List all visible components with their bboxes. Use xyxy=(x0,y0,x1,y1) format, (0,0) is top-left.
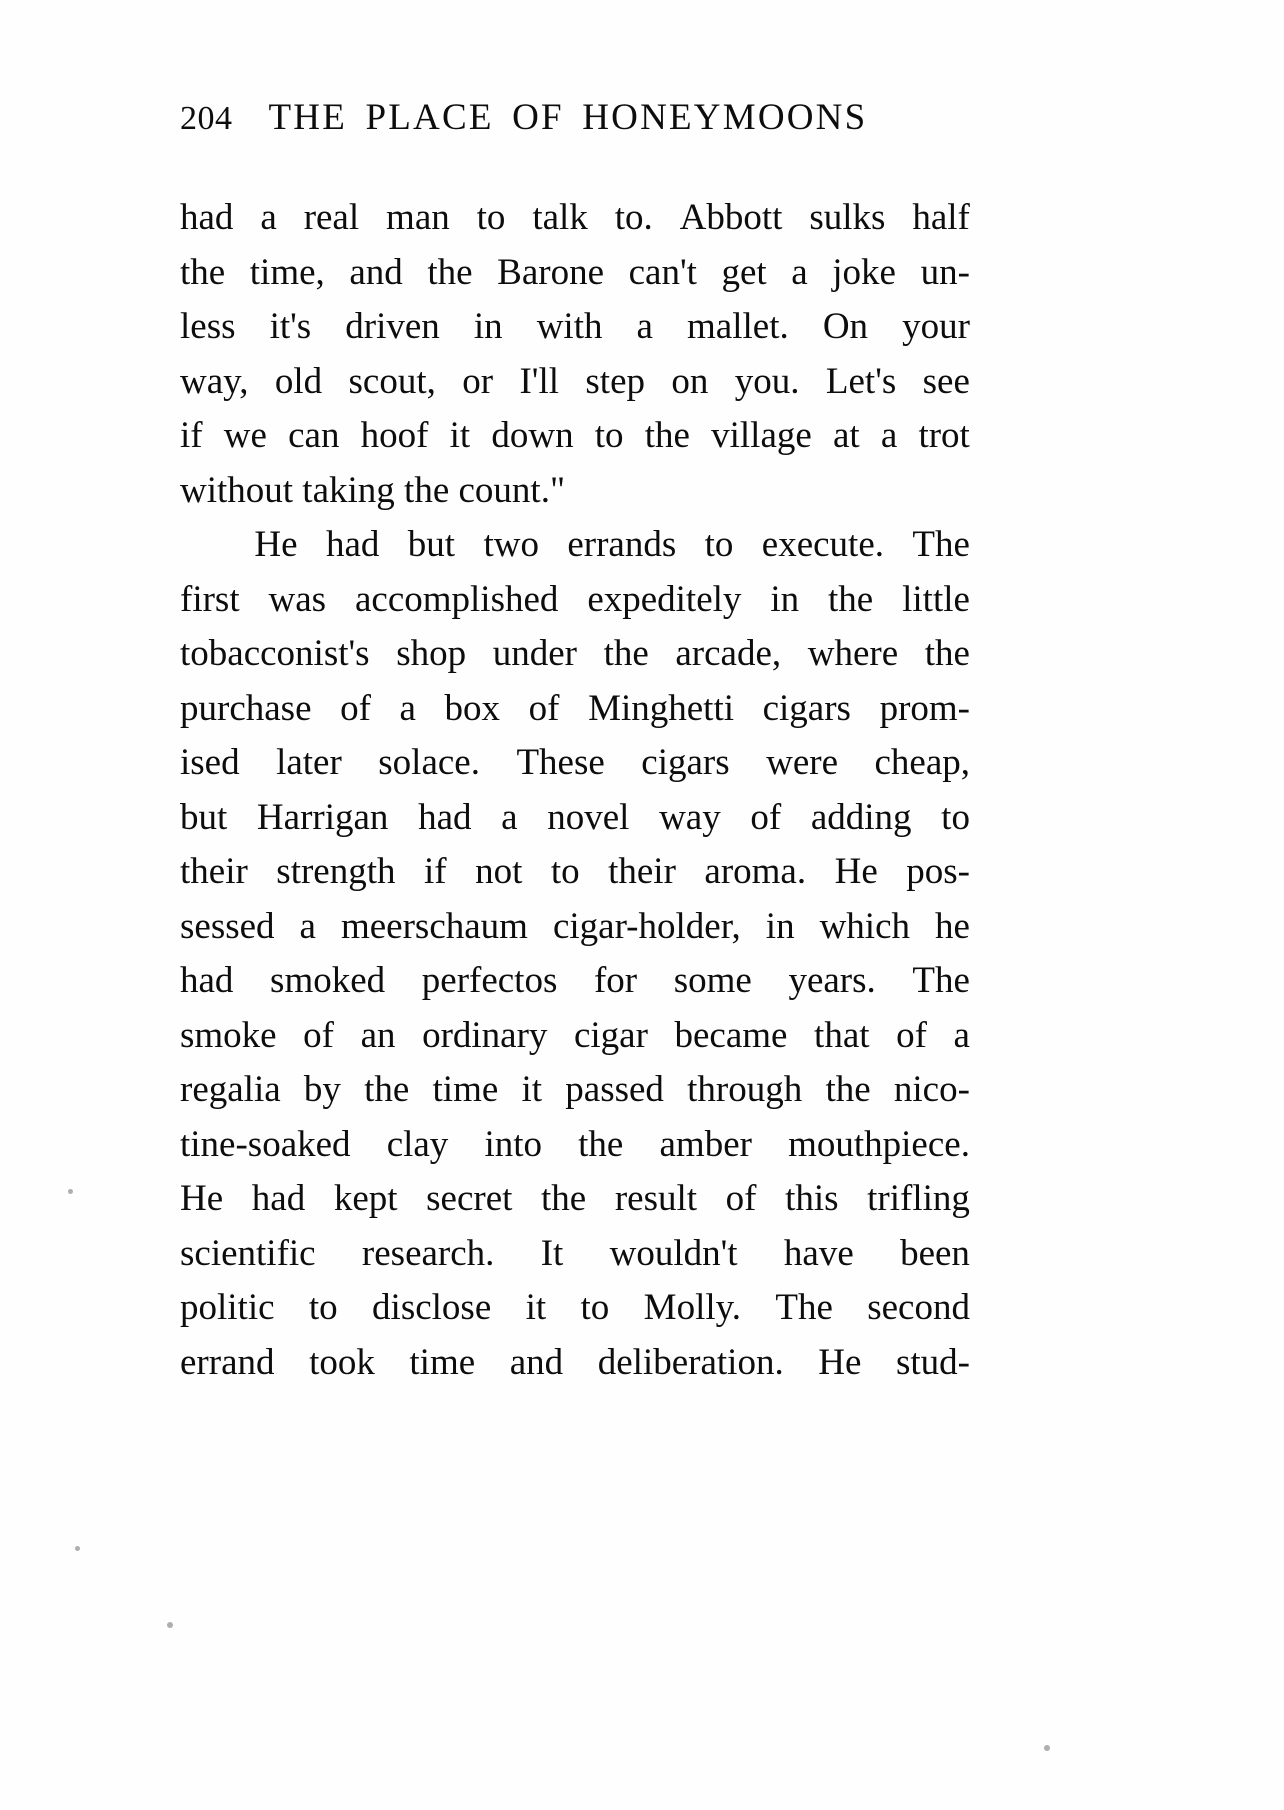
word: in xyxy=(765,905,795,947)
word: not xyxy=(475,851,523,892)
text-line xyxy=(180,1063,970,1118)
word: it xyxy=(525,1287,547,1328)
word: tobacconist's xyxy=(180,633,370,674)
word: their xyxy=(180,851,248,892)
body-text xyxy=(180,191,970,1390)
word: strength xyxy=(276,851,396,892)
word: the xyxy=(364,1069,410,1110)
word: a xyxy=(260,197,277,238)
word: time, xyxy=(249,251,325,293)
word: of xyxy=(750,796,782,838)
scan-speck xyxy=(167,1622,173,1628)
word: been xyxy=(900,1232,970,1274)
word: the xyxy=(828,578,874,620)
word: a xyxy=(636,306,653,347)
word: a xyxy=(791,251,808,293)
word: old xyxy=(274,360,323,402)
word: kept xyxy=(333,1178,398,1219)
word: your xyxy=(902,306,970,347)
word: a xyxy=(953,1014,970,1056)
word: the xyxy=(924,633,970,674)
word: to xyxy=(308,1287,338,1328)
text-line xyxy=(180,573,970,628)
word: became xyxy=(674,1014,788,1056)
word: errand xyxy=(180,1341,275,1383)
word: He xyxy=(818,1341,862,1383)
word: you. xyxy=(734,360,800,402)
word: trot xyxy=(918,415,970,456)
word: at xyxy=(832,415,860,456)
text-line xyxy=(180,1172,970,1227)
word: smoked xyxy=(270,960,386,1001)
word: later xyxy=(276,742,342,783)
word: an xyxy=(360,1014,396,1056)
word: nico- xyxy=(893,1069,970,1110)
word: a xyxy=(880,415,898,456)
text-line xyxy=(180,900,970,955)
word: arcade, xyxy=(675,633,782,674)
word: to xyxy=(476,197,506,238)
word: half xyxy=(912,197,970,238)
word: smoke xyxy=(180,1014,277,1056)
word: of xyxy=(896,1014,927,1056)
word: research. xyxy=(361,1232,495,1274)
word: mouthpiece. xyxy=(788,1123,970,1165)
word: regalia xyxy=(180,1069,281,1110)
word: meerschaum xyxy=(340,905,528,947)
word: was xyxy=(268,578,327,620)
word: amber xyxy=(659,1123,752,1165)
word: to. xyxy=(614,197,653,238)
word: little xyxy=(902,578,970,620)
word: have xyxy=(783,1232,854,1274)
word: had xyxy=(251,1178,306,1219)
word: it's xyxy=(269,306,312,347)
word: joke xyxy=(832,251,896,293)
word: scout, xyxy=(348,360,436,402)
word: Harrigan xyxy=(256,796,389,838)
word: of xyxy=(528,687,560,729)
word: deliberation. xyxy=(597,1341,784,1383)
word: accomplished xyxy=(354,578,559,620)
text-line xyxy=(180,627,970,682)
word: see xyxy=(922,360,970,402)
word: to xyxy=(704,524,734,565)
scan-speck xyxy=(1044,1745,1050,1751)
scan-speck xyxy=(75,1546,80,1551)
word: shop xyxy=(396,633,467,674)
word: Minghetti xyxy=(588,687,735,729)
word: Barone xyxy=(497,251,605,293)
running-title: THE PLACE OF HONEYMOONS xyxy=(268,97,868,138)
word: purchase xyxy=(180,687,312,729)
word: by xyxy=(303,1069,341,1110)
word: this xyxy=(785,1178,839,1219)
word: errands xyxy=(567,524,677,565)
word: time xyxy=(409,1341,476,1383)
word: These xyxy=(516,742,605,783)
word: to xyxy=(941,796,970,838)
word: had xyxy=(325,524,380,565)
word: Let's xyxy=(825,360,897,402)
text-line xyxy=(180,1118,970,1173)
word: to xyxy=(550,851,580,892)
word: had xyxy=(418,796,472,838)
word: on xyxy=(671,360,709,402)
word: under xyxy=(492,633,577,674)
word: he xyxy=(935,905,970,947)
text-line xyxy=(180,246,970,301)
word: it xyxy=(449,415,471,456)
word: can xyxy=(288,415,340,456)
word: first xyxy=(180,578,240,620)
word: the xyxy=(578,1123,624,1165)
text-line xyxy=(180,1336,970,1391)
word: way, xyxy=(180,360,249,402)
page-content xyxy=(180,96,970,1390)
word: solace. xyxy=(378,742,480,783)
word: the xyxy=(825,1069,871,1110)
word: clay xyxy=(386,1123,449,1165)
word: He xyxy=(254,524,298,565)
word: get xyxy=(721,251,767,293)
word: ised xyxy=(180,742,240,783)
word: their xyxy=(608,851,676,892)
word: for xyxy=(593,960,638,1001)
word: tine-soaked xyxy=(180,1123,351,1165)
word: cigars xyxy=(762,687,851,729)
text-line xyxy=(180,1009,970,1064)
word: sulks xyxy=(809,197,886,238)
word: novel xyxy=(547,796,630,838)
text-line xyxy=(180,736,970,791)
word: cigar-holder, xyxy=(552,905,741,947)
word: or xyxy=(462,360,494,402)
word: cigars xyxy=(641,742,730,783)
word: mallet. xyxy=(687,306,789,347)
word: some xyxy=(673,960,752,1001)
word: The xyxy=(912,960,970,1001)
text-line xyxy=(180,791,970,846)
word: less xyxy=(180,306,236,347)
word: man xyxy=(386,197,450,238)
word: hoof xyxy=(360,415,429,456)
word: Abbott xyxy=(679,197,783,238)
word: second xyxy=(867,1287,970,1328)
word: were xyxy=(766,742,838,783)
word: sessed xyxy=(180,905,275,947)
word: aroma. xyxy=(704,851,807,892)
word: had xyxy=(180,197,234,238)
word: I'll xyxy=(519,360,560,402)
word: He xyxy=(834,851,878,892)
word: It xyxy=(540,1232,564,1274)
text-line xyxy=(180,954,970,1009)
word: where xyxy=(807,633,899,674)
text-line xyxy=(180,1281,970,1336)
word: the xyxy=(541,1178,587,1219)
word: wouldn't xyxy=(609,1232,738,1274)
text-line xyxy=(180,191,970,246)
word: cigar xyxy=(573,1014,648,1056)
word: that xyxy=(814,1014,870,1056)
word: the xyxy=(427,251,473,293)
word: of xyxy=(725,1178,757,1219)
paragraph-1 xyxy=(180,191,970,518)
word: talk xyxy=(532,197,588,238)
word: which xyxy=(819,905,911,947)
text-line xyxy=(180,682,970,737)
word: box xyxy=(444,687,501,729)
word: cheap, xyxy=(874,742,970,783)
word: trifling xyxy=(867,1178,970,1219)
word: Molly. xyxy=(643,1287,741,1328)
word: time xyxy=(432,1069,499,1110)
word: and xyxy=(509,1341,564,1383)
scan-speck xyxy=(68,1189,73,1194)
word: the xyxy=(180,251,226,293)
word: down xyxy=(491,415,574,456)
word: secret xyxy=(426,1178,513,1219)
word: can't xyxy=(628,251,697,293)
text-line xyxy=(180,355,970,410)
word: we xyxy=(223,415,267,456)
text-line xyxy=(180,518,970,573)
word: to xyxy=(594,415,624,456)
word: On xyxy=(822,306,869,347)
word: but xyxy=(180,796,228,838)
text-line: without taking the count." xyxy=(180,469,566,511)
word: The xyxy=(775,1287,833,1328)
word: un- xyxy=(920,251,970,293)
word: stud- xyxy=(895,1341,970,1383)
word: adding xyxy=(810,796,912,838)
word: execute. xyxy=(761,524,885,565)
word: passed xyxy=(565,1069,664,1110)
word: if xyxy=(423,851,447,892)
word: of xyxy=(303,1014,334,1056)
page-number: 204 xyxy=(180,100,233,137)
word: village xyxy=(711,415,812,456)
word: years. xyxy=(788,960,876,1001)
text-line xyxy=(180,1227,970,1282)
word: driven xyxy=(345,306,440,347)
word: and xyxy=(349,251,403,293)
word: politic xyxy=(180,1287,275,1328)
word: but xyxy=(407,524,456,565)
text-line xyxy=(180,409,970,464)
word: perfectos xyxy=(421,960,558,1001)
word: through xyxy=(687,1069,803,1110)
word: if xyxy=(180,415,203,456)
word: a xyxy=(501,796,518,838)
word: prom- xyxy=(879,687,970,729)
word: ordinary xyxy=(422,1014,548,1056)
word: into xyxy=(484,1123,543,1165)
word: He xyxy=(180,1178,224,1219)
word: disclose xyxy=(372,1287,492,1328)
word: had xyxy=(180,960,234,1001)
word: way xyxy=(659,796,721,838)
word: it xyxy=(521,1069,543,1110)
word: with xyxy=(536,306,603,347)
text-line xyxy=(180,300,970,355)
word: scientific xyxy=(180,1232,316,1274)
word: the xyxy=(644,415,690,456)
word: of xyxy=(340,687,371,729)
word: took xyxy=(309,1341,375,1383)
word: in xyxy=(770,578,800,620)
word: two xyxy=(483,524,539,565)
word: real xyxy=(303,197,360,238)
word: expeditely xyxy=(587,578,742,620)
word: pos- xyxy=(906,851,970,892)
word: step xyxy=(585,360,646,402)
word: The xyxy=(912,524,970,565)
text-line xyxy=(180,845,970,900)
word: in xyxy=(473,306,503,347)
paragraph-2 xyxy=(180,518,970,1390)
word: a xyxy=(399,687,416,729)
word: a xyxy=(299,905,316,947)
running-head xyxy=(180,96,970,139)
word: to xyxy=(580,1287,610,1328)
word: result xyxy=(614,1178,698,1219)
word: the xyxy=(603,633,649,674)
